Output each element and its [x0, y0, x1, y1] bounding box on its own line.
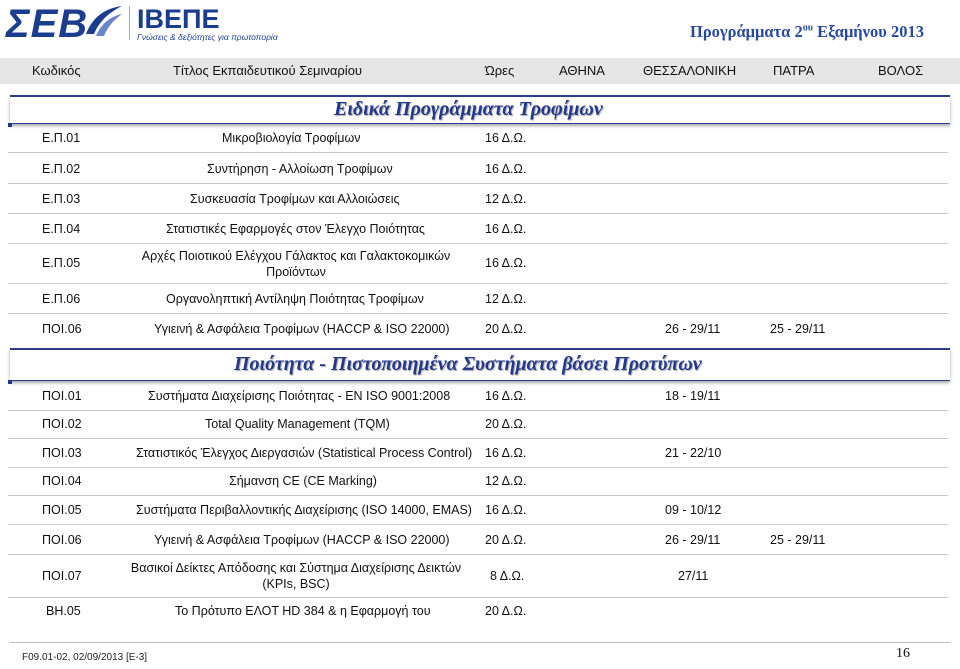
row-hours: 12 Δ.Ω. [485, 474, 527, 488]
seb-swoosh-icon [84, 4, 124, 38]
row-hours: 20 Δ.Ω. [485, 604, 527, 618]
row-title: Υγιεινή & Ασφάλεια Τροφίμων (HACCP & ISO 22000) [154, 533, 450, 547]
column-patra: ΠΑΤΡΑ [773, 63, 815, 78]
ibepe-tagline: Γνώσεις & δεξιότητες για πρωτοπορία [137, 32, 278, 42]
row-code: Ε.Π.01 [42, 131, 81, 145]
logo-divider [129, 6, 130, 40]
column-title: Τίτλος Εκπαιδευτικού Σεμιναρίου [173, 63, 363, 78]
column-thessaloniki: ΘΕΣΣΑΛΟΝΙΚΗ [643, 63, 737, 78]
row-divider [8, 410, 948, 411]
row-divider [8, 524, 948, 525]
row-divider [8, 467, 948, 468]
row-code: Ε.Π.02 [42, 162, 81, 176]
row-hours: 12 Δ.Ω. [485, 192, 527, 206]
row-hours: 16 Δ.Ω. [485, 446, 527, 460]
row-hours: 12 Δ.Ω. [485, 292, 527, 306]
row-title: Συντήρηση - Αλλοίωση Τροφίμων [207, 162, 393, 176]
row-hours: 16 Δ.Ω. [485, 162, 527, 176]
row-title: Σήμανση CE (CE Marking) [229, 474, 377, 488]
row-divider [8, 495, 948, 496]
row-title: Συστήματα Περιβαλλοντικής Διαχείρισης (ISO 14000, EMAS) [136, 503, 472, 517]
row-divider [8, 283, 948, 284]
seb-logo: ΣΕΒ [6, 2, 89, 46]
page-number: 16 [896, 646, 910, 661]
row-divider [8, 597, 948, 598]
row-hours: 16 Δ.Ω. [485, 131, 527, 145]
section-banner-quality [10, 348, 950, 381]
column-volos: ΒΟΛΟΣ [878, 63, 924, 78]
banner-tick [8, 123, 12, 127]
row-divider [8, 554, 948, 555]
page-header [0, 0, 960, 50]
row-divider [8, 313, 948, 314]
row-code: ΠΟΙ.05 [42, 503, 82, 517]
row-thessaloniki: 26 - 29/11 [665, 533, 721, 547]
row-code: Ε.Π.03 [42, 192, 81, 206]
row-divider [8, 438, 948, 439]
row-divider [8, 183, 948, 184]
row-hours: 16 Δ.Ω. [485, 256, 527, 270]
section-banner-food [10, 95, 950, 124]
row-code: ΠΟΙ.06 [42, 533, 82, 547]
row-code: Ε.Π.06 [42, 292, 81, 306]
row-hours: 16 Δ.Ω. [485, 389, 527, 403]
row-title: Στατιστικός Έλεγχος Διεργασιών (Statistical Process Control) [136, 446, 473, 460]
row-hours: 20 Δ.Ω. [485, 322, 527, 336]
row-divider [8, 213, 948, 214]
row-code: ΠΟΙ.03 [42, 446, 82, 460]
row-title: Στατιστικές Εφαρμογές στον Έλεγχο Ποιότητας [166, 222, 425, 236]
footer-divider [10, 642, 950, 643]
row-thessaloniki: 09 - 10/12 [665, 503, 722, 517]
row-hours: 8 Δ.Ω. [490, 569, 525, 583]
column-hours: Ώρες [485, 63, 515, 78]
row-code: Ε.Π.04 [42, 222, 81, 236]
row-thessaloniki: 27/11 [678, 569, 709, 583]
row-code: ΠΟΙ.07 [42, 569, 82, 583]
column-athens: ΑΘΗΝΑ [559, 63, 605, 78]
row-hours: 20 Δ.Ω. [485, 417, 527, 431]
row-title: Συστήματα Διαχείρισης Ποιότητας - EN ISO 9001:2008 [148, 389, 451, 403]
row-divider [8, 243, 948, 244]
row-code: Ε.Π.05 [42, 256, 81, 270]
row-title: Αρχές Ποιοτικού Ελέγχου Γάλακτος και Γαλακτοκομικών Προϊόντων [141, 249, 451, 279]
section-title: Ποιότητα - Πιστοποιημένα Συστήματα βάσει Προτύπων [234, 353, 702, 375]
row-title: Το Πρότυπο ΕΛΟΤ HD 384 & η Εφαρμογή του [175, 604, 431, 618]
banner-tick [8, 380, 12, 384]
row-patra: 25 - 29/11 [770, 322, 826, 336]
row-code: ΠΟΙ.02 [42, 417, 82, 431]
row-divider [8, 152, 948, 153]
row-patra: 25 - 29/11 [770, 533, 826, 547]
column-code: Κωδικός [32, 63, 81, 78]
row-title: Οργανοληπτική Αντίληψη Ποιότητας Τροφίμων [166, 292, 424, 306]
section-title: Ειδικά Προγράμματα Τροφίμων [334, 98, 603, 120]
row-title: Υγιεινή & Ασφάλεια Τροφίμων (HACCP & ISO 22000) [154, 322, 450, 336]
program-title: Προγράμματα $2^{o\upsilon}$ Εξαμήνου 2013 [689, 22, 924, 41]
row-thessaloniki: 18 - 19/11 [665, 389, 721, 403]
row-title: Βασικοί Δείκτες Απόδοσης και Σύστημα Διαχείρισης Δεικτών (KPIs, BSC) [130, 561, 462, 591]
row-hours: 16 Δ.Ω. [485, 222, 527, 236]
row-code: ΠΟΙ.01 [42, 389, 82, 403]
row-thessaloniki: 21 - 22/10 [665, 446, 722, 460]
row-code: ΠΟΙ.06 [42, 322, 82, 336]
row-thessaloniki: 26 - 29/11 [665, 322, 721, 336]
ibepe-logo: ΙΒΕΠΕ [137, 4, 220, 34]
column-header-bar [0, 58, 960, 84]
row-title: Μικροβιολογία Τροφίμων [222, 131, 361, 145]
row-code: ΠΟΙ.04 [42, 474, 82, 488]
row-hours: 20 Δ.Ω. [485, 533, 527, 547]
row-code: ΒΗ.05 [46, 604, 81, 618]
row-title: Total Quality Management (TQM) [205, 417, 390, 431]
footer-document-code: F09.01-02, 02/09/2013 [E-3] [22, 652, 148, 663]
row-title: Συσκευασία Τροφίμων και Αλλοιώσεις [190, 192, 400, 206]
row-hours: 16 Δ.Ω. [485, 503, 527, 517]
